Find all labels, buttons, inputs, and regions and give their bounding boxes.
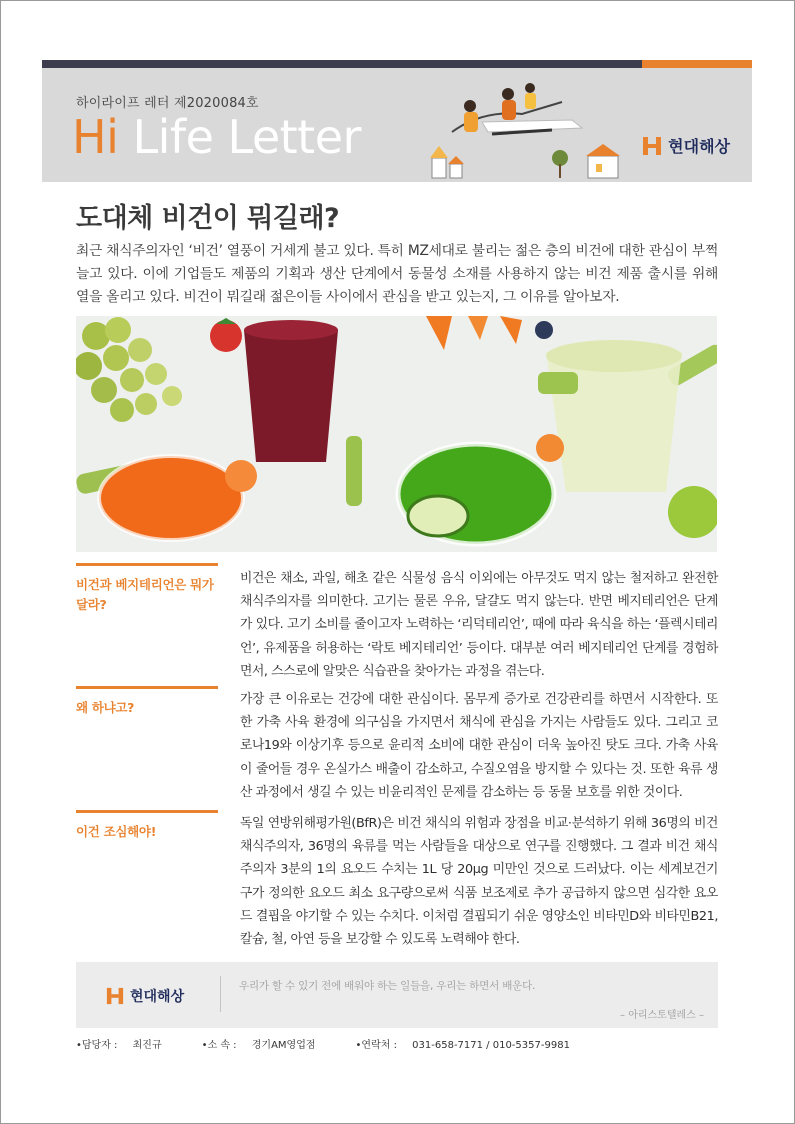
article-lead: 최근 채식주의자인 ‘비건’ 열풍이 거세게 불고 있다. 특히 MZ세대로 불리는 젊은 층의 비건에 대한 관심이 부쩍 늘고 있다. 이에 기업들도 제품의 기획과 생산 단계에서 동물성 소재를 사용하지 않는 비건 제품 출시를 위해 열을 올리고 있다. 비건이 뭐길래 젊은이들 사이에서 관심을 받고 있는지, 그 이유를 알아보자. <box>76 243 718 305</box>
title-hi: Hi <box>72 110 119 164</box>
hyundai-h-icon <box>106 987 124 1005</box>
section-rule <box>76 563 218 566</box>
flying-people-illustration <box>412 72 652 182</box>
village-houses <box>430 144 620 178</box>
section-body: 독일 연방위해평가원(BfR)은 비건 채식의 위험과 장점을 비교·분석하기 위해 36명의 비건 채식주의자, 36명의 육류를 먹는 사람들을 대상으로 연구를 진행했다. 그 결과 비건 채식주의자 3분의 1의 요오드 수치는 1L 당 20μg 미만인 것으로 드러났다. 이는 세계보건기구가 정의한 요오드 최소 요구량으로써 식품 보조제로 추가 공급하지 않으면 심각한 요오드 결핍을 야기할 수 있는 수치다. 이처럼 결핍되기 쉬운 영양소인 비타민D와 비타민B21, 칼슘, 철, 아연 등을 보강할 수 있도록 노력해야 한다. <box>240 816 718 948</box>
contact-phone <box>356 1036 570 1051</box>
contact-office <box>202 1036 316 1051</box>
title-rest: Life Letter <box>132 110 361 164</box>
contact-office-value: 경기AM영업점 <box>251 1040 316 1051</box>
footer-brand-name: 현대해상 <box>130 989 185 1005</box>
section-label: 이건 조심해야! <box>76 824 157 839</box>
footer-brand <box>106 986 184 1006</box>
section-body: 가장 큰 이유로는 건강에 대한 관심이다. 몸무게 증가로 건강관리를 하면서 시작한다. 또한 가축 사육 환경에 의구심을 가지면서 채식에 관심을 가지는 사람들도 있다. 그리고 코로나19와 이상기후 등으로 윤리적 소비에 대한 관심이 더욱 높아진 탓도 크다. 가축 사육이 줄어들 경우 온실가스 배출이 감소하고, 수질오염을 방지할 수 있다는 것. 또한 육류 생산 과정에서 생길 수 있는 비윤리적인 문제를 감소하는 등 동물 보호를 위한 것이다. <box>240 692 718 800</box>
top-bar-orange-segment <box>642 60 752 68</box>
masthead <box>42 68 752 182</box>
footer-quote: 우리가 할 수 있기 전에 배워야 하는 일들을, 우리는 하면서 배운다. <box>239 980 536 992</box>
contact-phone-value: 031-658-7171 / 010-5357-9981 <box>412 1040 570 1051</box>
juice-photo <box>76 316 717 552</box>
quote-footer <box>76 962 718 1028</box>
contact-manager-value: 최진규 <box>132 1040 162 1051</box>
brand-name: 현대해상 <box>668 137 730 156</box>
newsletter-title <box>72 112 361 162</box>
flying-figures <box>452 83 582 134</box>
contact-line <box>76 1036 718 1051</box>
contact-manager-key: •담당자 : <box>76 1040 118 1051</box>
footer-quote-author: – 아리스토텔레스 – <box>620 1010 704 1021</box>
section-label: 왜 하냐고? <box>76 700 135 715</box>
section-rule <box>76 686 218 689</box>
section-label: 비건과 베지테리언은 뭐가 달라? <box>76 577 214 612</box>
masthead-brand <box>642 134 730 157</box>
top-accent-bar <box>42 60 752 68</box>
section-body: 비건은 채소, 과일, 해초 같은 식물성 음식 이외에는 아무것도 먹지 않는 철저하고 완전한 채식주의자를 의미한다. 고기는 물론 우유, 달걀도 먹지 않는다. 반면 베지테리언은 단계가 있다. 고기 소비를 줄이고자 노력하는 ‘리덕테리언’, 때에 따라 육식을 하는 ‘플렉시테리언’, 유제품을 허용하는 ‘락토 베지테리언’ 등이다. 대부분 여러 베지테리언 단계를 경험하면서, 스스로에 알맞은 식습관을 찾아가는 과정을 겪는다. <box>240 571 718 679</box>
contact-manager <box>76 1036 162 1051</box>
contact-phone-key: •연락처 : <box>355 1040 397 1051</box>
contact-office-key: •소 속 : <box>201 1040 237 1051</box>
hyundai-h-icon <box>642 136 662 156</box>
issue-number: 하이라이프 레터 제2020084호 <box>76 96 259 111</box>
top-bar-dark-segment <box>42 60 642 68</box>
section-rule <box>76 810 218 813</box>
article-headline: 도대체 비건이 뭐길래? <box>76 203 340 234</box>
footer-divider <box>220 976 221 1012</box>
green-juice-glass <box>398 444 554 544</box>
